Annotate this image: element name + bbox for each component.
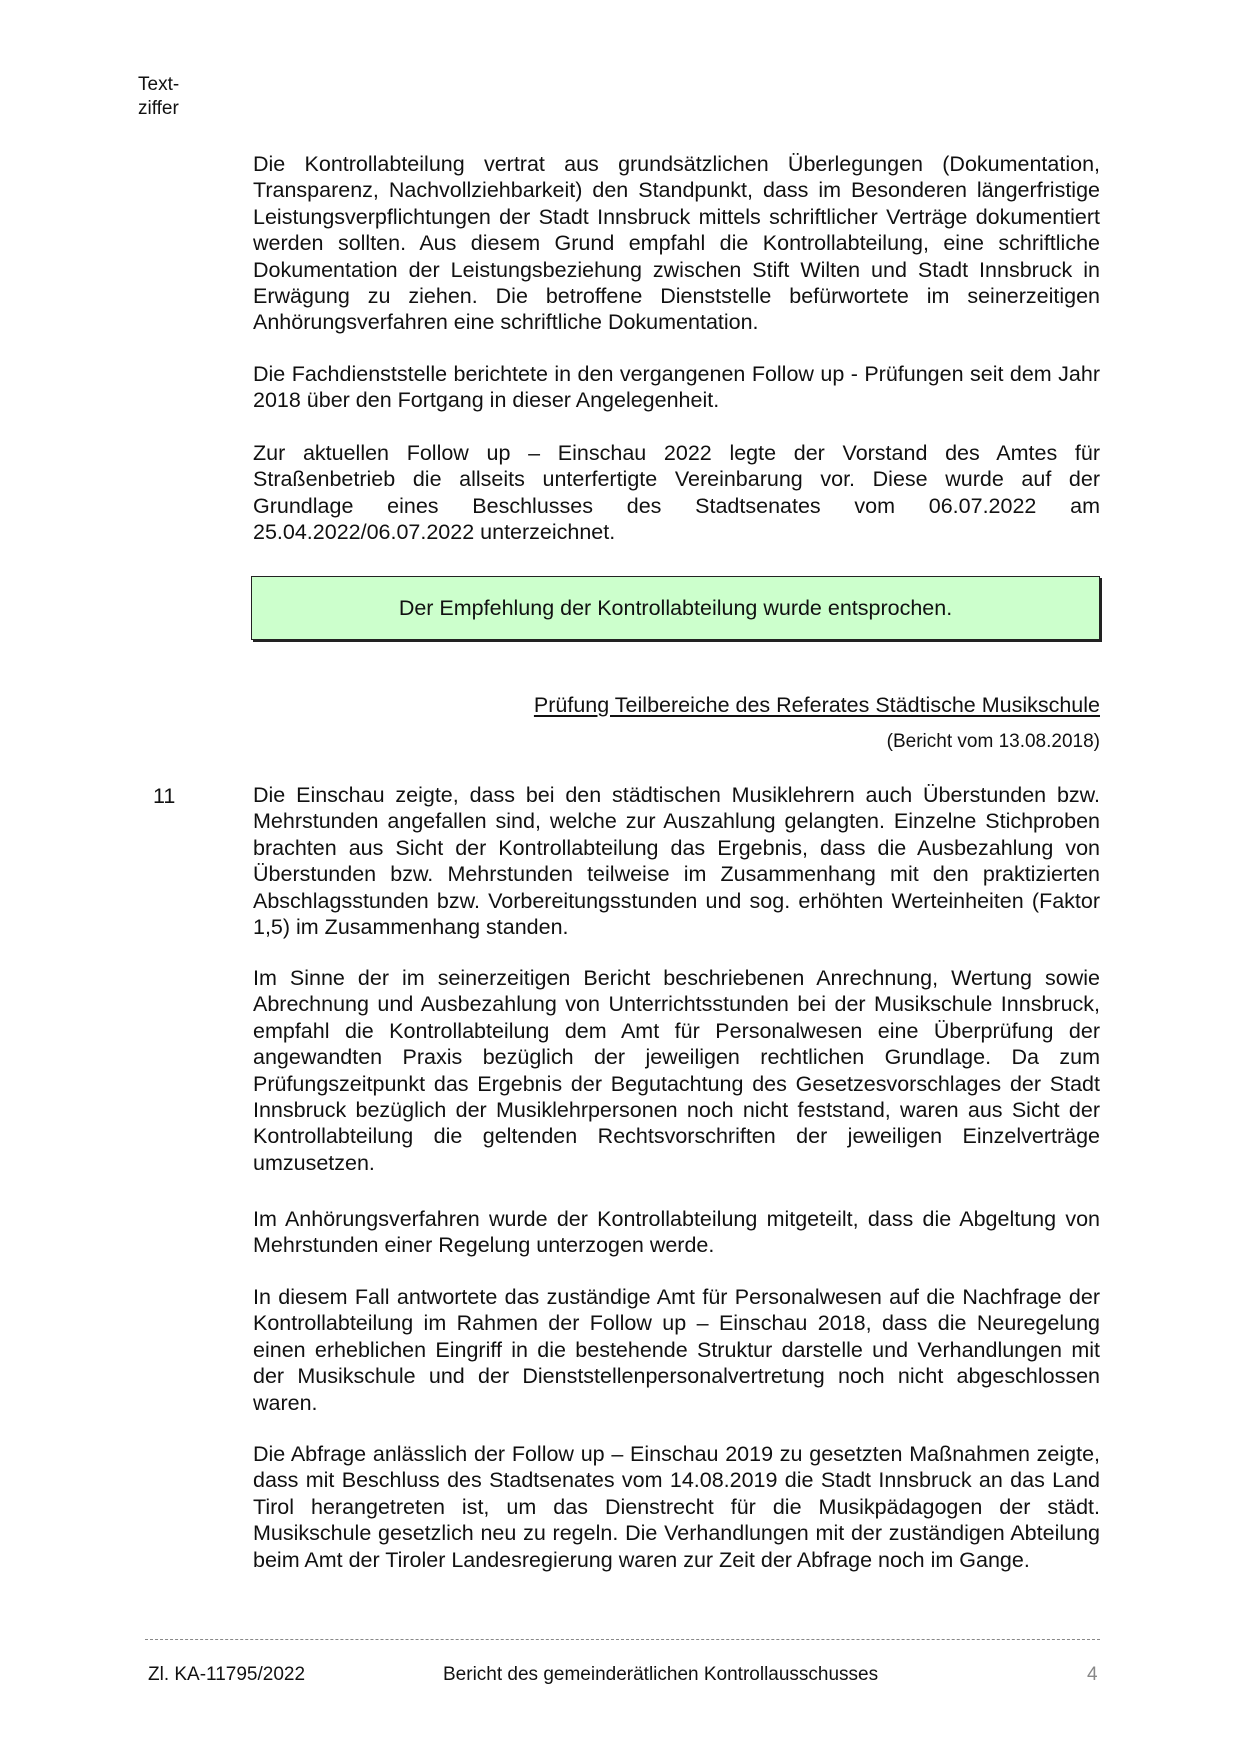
margin-label-line2: ziffer: [138, 98, 179, 119]
paragraph-text: Die Fachdienststelle berichtete in den vergangenen Follow up - Prüfungen seit dem Jahr 2018 über den Fortgang in dieser Angelegenheit.: [253, 362, 1100, 413]
paragraph-personalwesen: [253, 1284, 1100, 1416]
paragraph-text: Die Einschau zeigte, dass bei den städtischen Musiklehrern auch Überstunden bzw. Mehrstunden angefallen sind, welche zur Auszahlung gelangten. Einzelne Stichproben brachten aus Sicht der Kontrollabteilung das Ergebnis, dass die Ausbezahlung von Überstunden bzw. Mehrstunden teilweise im Zusammenhang mit den praktizierten Abschlagsstunden bzw. Vorbereitungsstunden und sog. erhöhten Werteinheiten (Faktor 1,5) im Zusammenhang standen.: [253, 783, 1100, 940]
paragraph-text: Die Abfrage anlässlich der Follow up – Einschau 2019 zu gesetzten Maßnahmen zeigte, dass mit Beschluss des Stadtsenates vom 14.08.2019 die Stadt Innsbruck an das Land Tirol herangetreten ist, um das Dienstrecht für die Musikpädagogen der städt. Musikschule gesetzlich neu zu regeln. Die Verhandlungen mit der zuständigen Abteilung beim Amt der Tiroler Landesregierung waren zur Zeit der Abfrage noch im Gange.: [253, 1442, 1100, 1572]
paragraph-text: In diesem Fall antwortete das zuständige Amt für Personalwesen auf die Nachfrage der Kontrollabteilung im Rahmen der Follow up – Einschau 2018, dass die Neuregelung einen erheblichen Eingriff in die bestehende Struktur darstelle und Verhandlungen mit der Musikschule und der Dienststellenpersonalvertretung noch nicht abgeschlossen waren.: [253, 1285, 1100, 1415]
paragraph-text: Die Kontrollabteilung vertrat aus grundsätzlichen Überlegungen (Dokumentation, Transparenz, Nachvollziehbarkeit) den Standpunkt, dass im Besonderen längerfristige Leistungsverpflichtungen der Stadt Innsbruck mittels schriftlicher Verträge dokumentiert werden sollten. Aus diesem Grund empfahl die Kontrollabteilung, eine schriftliche Dokumentation der Leistungsbeziehung zwischen Stift Wilten und Stadt Innsbruck in Erwägung zu ziehen. Die betroffene Dienststelle befürwortete im seinerzeitigen Anhörungsverfahren eine schriftliche Dokumentation.: [253, 152, 1100, 335]
paragraph-einschau: [253, 782, 1100, 940]
paragraph-dokumentation: [253, 151, 1100, 336]
section-title: Prüfung Teilbereiche des Referates Städtische Musikschule: [533, 693, 1100, 717]
page-number: 4: [1087, 1664, 1098, 1685]
paragraph-sinne: [253, 965, 1100, 1176]
paragraph-text: Im Anhörungsverfahren wurde der Kontrollabteilung mitgeteilt, dass die Abgeltung von Mehrstunden einer Regelung unterzogen werde.: [253, 1207, 1100, 1258]
footer-reference: Zl. KA-11795/2022: [148, 1664, 306, 1685]
paragraph-anhoerung: [253, 1206, 1100, 1259]
margin-label-line1: Text-: [138, 74, 180, 95]
footer-divider: [145, 1639, 1100, 1640]
section-date: (Bericht vom 13.08.2018): [886, 731, 1100, 752]
footer-title: Bericht des gemeinderätlichen Kontrollausschusses: [443, 1664, 879, 1685]
paragraph-fachdienststelle: [253, 361, 1100, 414]
paragraph-abfrage-2019: [253, 1441, 1100, 1573]
margin-label-textziffer: [138, 73, 179, 121]
textziffer-number: 11: [153, 784, 176, 808]
paragraph-text: Im Sinne der im seinerzeitigen Bericht beschriebenen Anrechnung, Wertung sowie Abrechnung und Ausbezahlung von Unterrichtsstunden bei der Musikschule Innsbruck, empfahl die Kontrollabteilung dem Amt für Personalwesen eine Überprüfung der angewandten Praxis bezüglich der jeweiligen rechtlichen Grundlage. Da zum Prüfungszeitpunkt das Ergebnis der Begutachtung des Gesetzesvorschlages der Stadt Innsbruck bezüglich der Musiklehrpersonen noch nicht feststand, waren aus Sicht der Kontrollabteilung die geltenden Rechtsvorschriften der jeweiligen Einzelverträge umzusetzen.: [253, 966, 1100, 1175]
verdict-box: [251, 576, 1100, 640]
verdict-text: Der Empfehlung der Kontrollabteilung wurde entsprochen.: [398, 595, 953, 620]
paragraph-text: Zur aktuellen Follow up – Einschau 2022 legte der Vorstand des Amtes für Straßenbetrieb die allseits unterfertigte Vereinbarung vor. Diese wurde auf der Grundlage eines Beschlusses des Stadtsenates vom 06.07.2022 am 25.04.2022/06.07.2022 unterzeichnet.: [253, 441, 1100, 545]
paragraph-follow-up-2022: [253, 440, 1100, 546]
